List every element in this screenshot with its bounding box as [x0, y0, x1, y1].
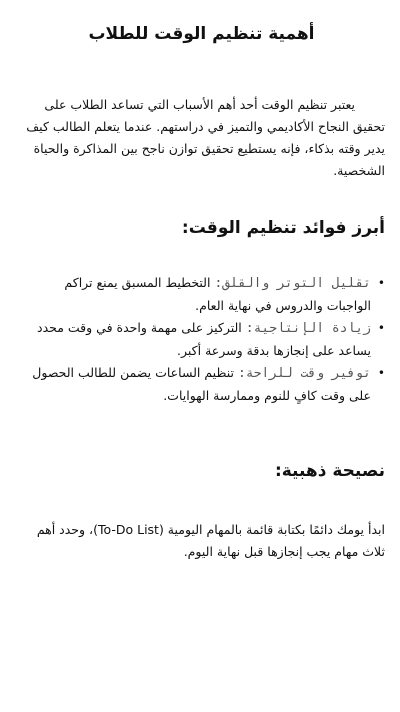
benefits-list	[18, 272, 385, 407]
tip-paragraph: ابدأ يومك دائمًا بكتابة قائمة بالمهام اليومية (To-Do List)، وحدد أهم ثلاث مهام يجب إنجازها قبل نهاية اليوم.	[36, 522, 385, 559]
intro-paragraph: يعتبر تنظيم الوقت أحد أهم الأسباب التي تساعد الطلاب على تحقيق النجاح الأكاديمي والتميز في دراستهم. عندما يتعلم الطالب كيف يدير وقته بذكاء، فإنه يستطيع تحقيق توازن ناجح بين المذاكرة والحياة الشخصية.	[26, 97, 385, 178]
bullet-icon: •	[377, 366, 385, 380]
list-item	[18, 272, 385, 317]
benefit-title: توفير وقت للراحة:	[237, 366, 371, 381]
benefit-title: تقليل التوتر والقلق:	[214, 276, 371, 291]
benefit-text: تنظيم الساعات يضمن للطالب الحصول على وقت كافٍ للنوم وممارسة الهوايات.	[32, 365, 371, 403]
bullet-icon: •	[377, 276, 385, 290]
page-title: أهمية تنظيم الوقت للطلاب	[88, 24, 315, 44]
benefit-text: التخطيط المسبق يمنع تراكم الواجبات والدروس في نهاية العام.	[64, 275, 371, 313]
list-item	[18, 317, 385, 362]
bullet-icon: •	[377, 321, 385, 335]
benefits-heading: أبرز فوائد تنظيم الوقت:	[181, 218, 385, 238]
benefit-title: زيادة الإنتاجية:	[245, 321, 371, 336]
list-item	[18, 362, 385, 407]
tip-heading: نصيحة ذهبية:	[274, 461, 385, 481]
benefit-text: التركيز على مهمة واحدة في وقت محدد يساعد على إنجازها بدقة وسرعة أكبر.	[37, 320, 371, 358]
